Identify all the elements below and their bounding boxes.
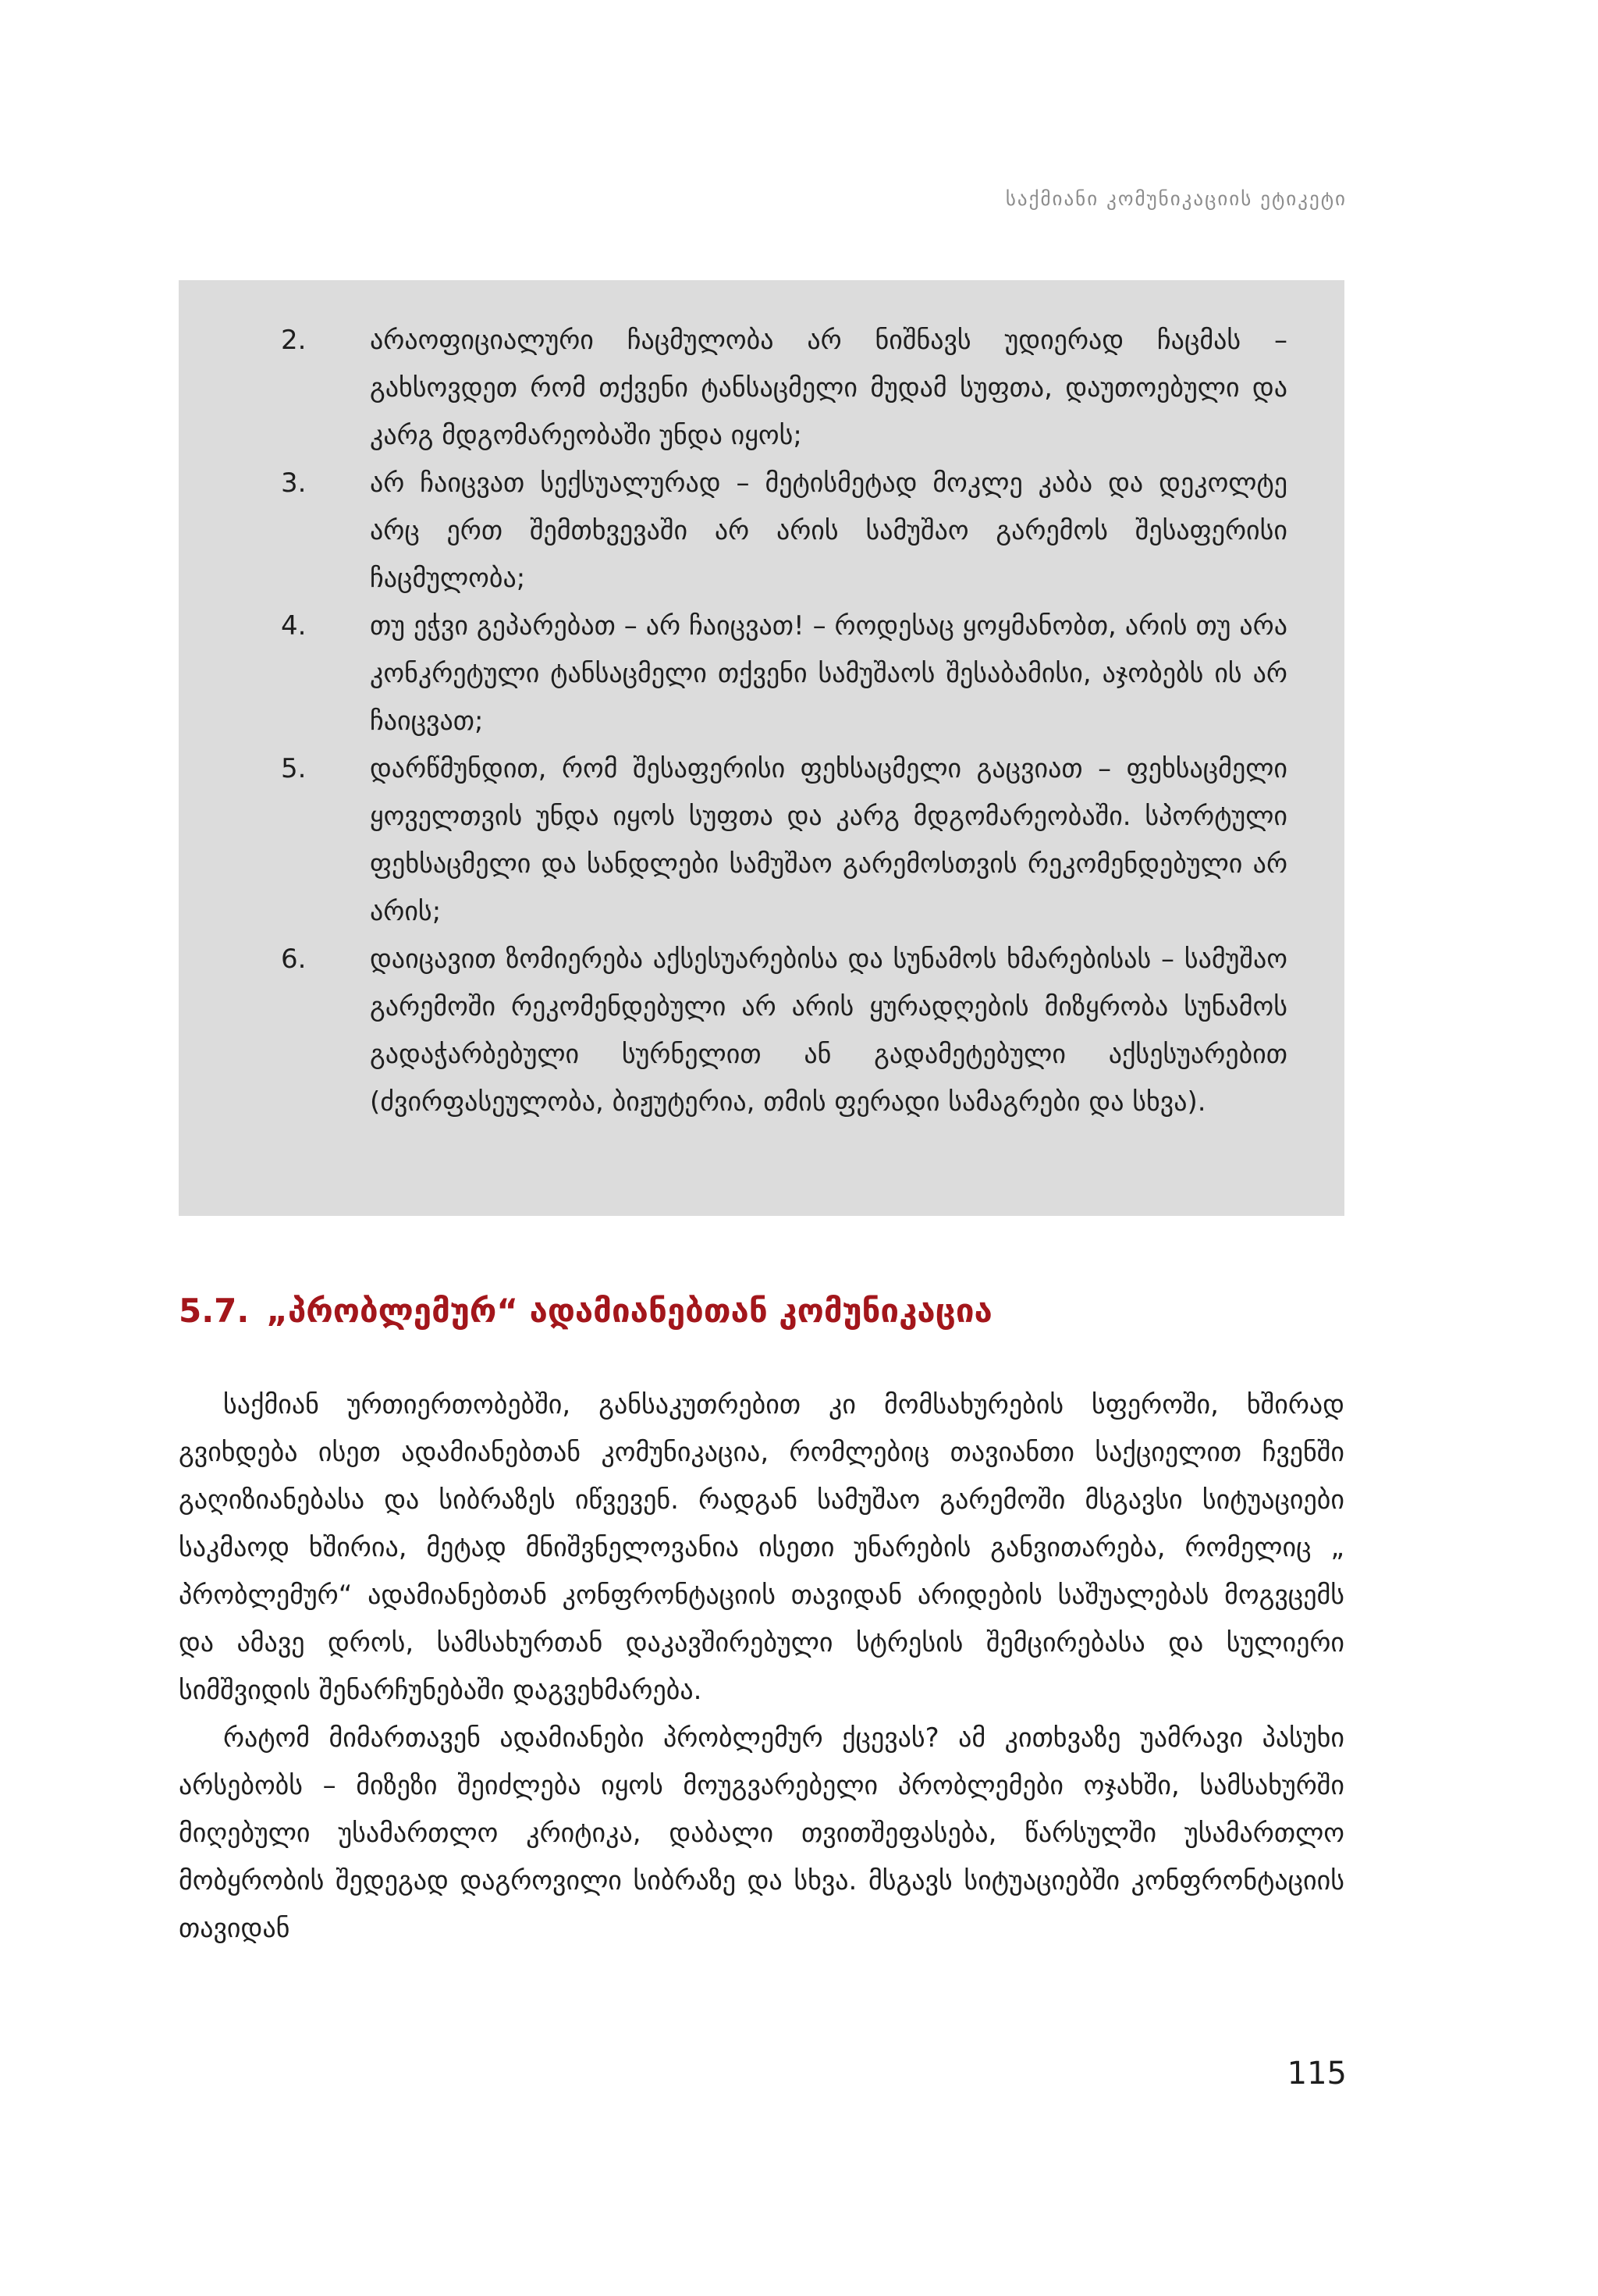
list-item (281, 317, 1287, 460)
list-item-text: დაიცავით ზომიერება აქსესუარებისა და სუნამოს ხმარებისას – სამუშაო გარემოში რეკომენდებული არ არის ყურადღების მიზყრობა სუნამოს გადაჭარბებული სურნელით ან გადამეტებული აქსესუარებით (ძვირფასეულობა, ბიჟუტერია, თმის ფერადი სამაგრები და სხვა). (370, 944, 1287, 1118)
list-item-text: თუ ეჭვი გეპარებათ – არ ჩაიცვათ! – როდესაც ყოყმანობთ, არის თუ არა კონკრეტული ტანსაცმელი თქვენი სამუშაოს შესაბამისი, აჯობებს ის არ ჩაიცვათ; (370, 610, 1287, 737)
list-item-number: 2. (281, 325, 307, 356)
list-item-number: 4. (281, 610, 307, 642)
list-item-text: დარწმუნდით, რომ შესაფერისი ფეხსაცმელი გაცვიათ – ფეხსაცმელი ყოველთვის უნდა იყოს სუფთა და კარგ მდგომარეობაში. სპორტული ფეხსაცმელი და სანდლები სამუშაო გარემოსთვის რეკომენდებული არ არის; (370, 753, 1287, 927)
page-number: 115 (1287, 2056, 1347, 2092)
section-title-text: „პრობლემურ“ ადამიანებთან კომუნიკაცია (266, 1292, 993, 1330)
recommendation-list (281, 317, 1287, 1126)
list-item (281, 936, 1287, 1126)
list-item-text: არ ჩაიცვათ სექსუალურად – მეტისმეტად მოკლე კაბა და დეკოლტე არც ერთ შემთხვევაში არ არის სამუშაო გარემოს შესაფერისი ჩაცმულობა; (370, 467, 1287, 594)
list-item-number: 6. (281, 944, 307, 975)
body-text (179, 1381, 1344, 1953)
list-item (281, 745, 1287, 936)
list-item (281, 460, 1287, 602)
list-item-number: 3. (281, 467, 307, 499)
section-number: 5.7. (179, 1292, 250, 1330)
section-heading (179, 1292, 993, 1330)
list-item-text: არაოფიციალური ჩაცმულობა არ ნიშნავს უდიერად ჩაცმას – გახსოვდეთ რომ თქვენი ტანსაცმელი მუდამ სუფთა, დაუთოებული და კარგ მდგომარეობაში უნდა იყოს; (370, 325, 1287, 451)
running-header: საქმიანი კომუნიკაციის ეტიკეტი (1005, 187, 1347, 210)
paragraph: საქმიან ურთიერთობებში, განსაკუთრებით კი მომსახურების სფეროში, ხშირად გვიხდება ისეთ ადამიანებთან კომუნიკაცია, რომლებიც თავიანთი საქციელით ჩვენში გაღიზიანებასა და სიბრაზეს იწვევენ. რადგან სამუშაო გარემოში მსგავსი სიტუაციები საკმაოდ ხშირია, მეტად მნიშვნელოვანია ისეთი უნარების განვითარება, რომელიც „ პრობლემურ“ ადამიანებთან კონფრონტაციის თავიდან არიდების საშუალებას მოგვცემს და ამავე დროს, სამსახურთან დაკავშირებული სტრესის შემცირებასა და სულიერი სიმშვიდის შენარჩუნებაში დაგვეხმარება. (179, 1389, 1344, 1706)
list-item (281, 602, 1287, 745)
list-item-number: 5. (281, 753, 307, 784)
paragraph: რატომ მიმართავენ ადამიანები პრობლემურ ქცევას? ამ კითხვაზე უამრავი პასუხი არსებობს – მიზეზი შეიძლება იყოს მოუგვარებელი პრობლემები ოჯახში, სამსახურში მიღებული უსამართლო კრიტიკა, დაბალი თვითშეფასება, წარსულში უსამართლო მობყრობის შედეგად დაგროვილი სიბრაზე და სხვა. მსგავს სიტუაციებში კონფრონტაციის თავიდან (179, 1722, 1344, 1944)
